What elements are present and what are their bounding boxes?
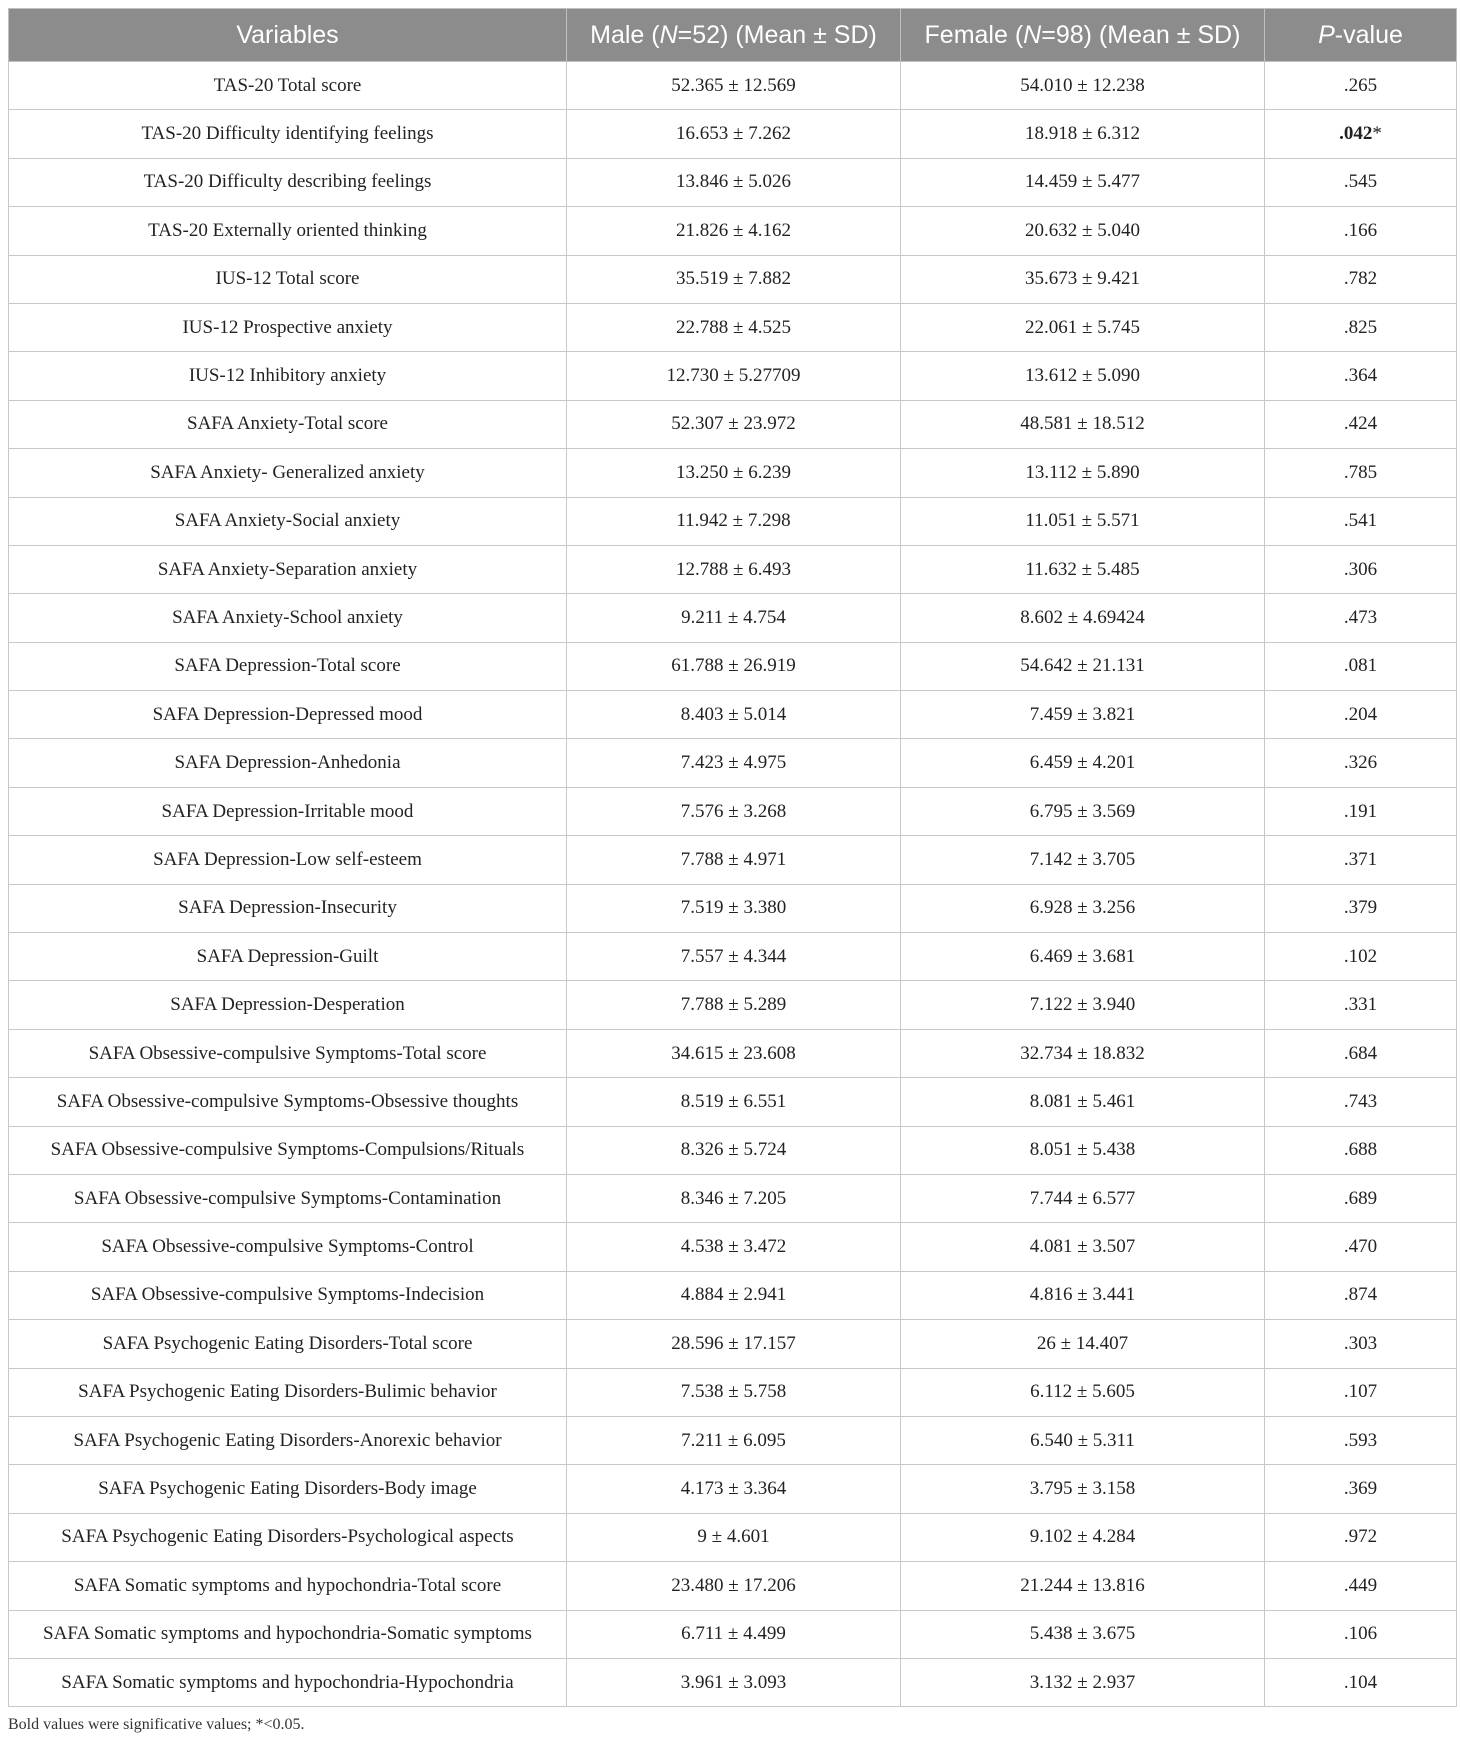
p-value-text: .689 <box>1343 1187 1378 1209</box>
cell-variable: TAS-20 Total score <box>9 62 567 110</box>
p-value-text: .782 <box>1343 268 1378 290</box>
p-value-text: .204 <box>1343 703 1378 725</box>
cell-female: 6.112 ± 5.605 <box>901 1368 1265 1416</box>
cell-female: 7.142 ± 3.705 <box>901 836 1265 884</box>
cell-male: 52.365 ± 12.569 <box>567 62 901 110</box>
cell-p-value <box>1265 449 1457 497</box>
cell-variable: SAFA Depression-Guilt <box>9 933 567 981</box>
cell-variable: SAFA Anxiety-Social anxiety <box>9 497 567 545</box>
cell-male: 11.942 ± 7.298 <box>567 497 901 545</box>
p-value-text: .369 <box>1343 1478 1378 1500</box>
cell-male: 21.826 ± 4.162 <box>567 207 901 255</box>
cell-male: 22.788 ± 4.525 <box>567 303 901 351</box>
cell-female: 48.581 ± 18.512 <box>901 400 1265 448</box>
table-row <box>9 884 1457 932</box>
table-row <box>9 1320 1457 1368</box>
cell-variable: TAS-20 Difficulty describing feelings <box>9 158 567 206</box>
cell-male: 7.538 ± 5.758 <box>567 1368 901 1416</box>
cell-female: 7.122 ± 3.940 <box>901 981 1265 1029</box>
cell-variable: IUS-12 Prospective anxiety <box>9 303 567 351</box>
p-value-text: .191 <box>1343 800 1378 822</box>
table-row <box>9 739 1457 787</box>
cell-variable: SAFA Obsessive-compulsive Symptoms-Compulsions/Rituals <box>9 1126 567 1174</box>
header-variables: Variables <box>9 9 567 62</box>
cell-variable: SAFA Anxiety-School anxiety <box>9 594 567 642</box>
table-header <box>9 9 1457 62</box>
cell-male: 35.519 ± 7.882 <box>567 255 901 303</box>
cell-p-value <box>1265 836 1457 884</box>
cell-male: 7.788 ± 4.971 <box>567 836 901 884</box>
cell-variable: SAFA Anxiety-Total score <box>9 400 567 448</box>
table-row <box>9 110 1457 158</box>
cell-female: 8.081 ± 5.461 <box>901 1078 1265 1126</box>
table-row <box>9 158 1457 206</box>
cell-variable: SAFA Depression-Low self-esteem <box>9 836 567 884</box>
cell-male: 16.653 ± 7.262 <box>567 110 901 158</box>
cell-female: 4.081 ± 3.507 <box>901 1223 1265 1271</box>
cell-male: 9 ± 4.601 <box>567 1513 901 1561</box>
cell-male: 8.403 ± 5.014 <box>567 691 901 739</box>
cell-variable: SAFA Obsessive-compulsive Symptoms-Contamination <box>9 1174 567 1222</box>
cell-male: 13.250 ± 6.239 <box>567 449 901 497</box>
table-row <box>9 1562 1457 1610</box>
cell-variable: SAFA Psychogenic Eating Disorders-Body image <box>9 1465 567 1513</box>
cell-p-value <box>1265 1610 1457 1658</box>
table-row <box>9 207 1457 255</box>
header-female-n: N <box>1023 20 1042 49</box>
table-row <box>9 594 1457 642</box>
results-table <box>8 8 1457 1707</box>
table-row <box>9 1465 1457 1513</box>
cell-p-value <box>1265 787 1457 835</box>
cell-variable: SAFA Depression-Anhedonia <box>9 739 567 787</box>
cell-variable: SAFA Obsessive-compulsive Symptoms-Control <box>9 1223 567 1271</box>
cell-male: 7.519 ± 3.380 <box>567 884 901 932</box>
cell-male: 52.307 ± 23.972 <box>567 400 901 448</box>
cell-female: 5.438 ± 3.675 <box>901 1610 1265 1658</box>
p-value-text: .042 <box>1339 123 1373 145</box>
cell-variable: SAFA Obsessive-compulsive Symptoms-Obsessive thoughts <box>9 1078 567 1126</box>
table-row <box>9 1223 1457 1271</box>
table-row <box>9 787 1457 835</box>
p-value-text: .371 <box>1343 848 1378 870</box>
p-value-text: .541 <box>1343 510 1378 532</box>
table-row <box>9 449 1457 497</box>
p-value-text: .102 <box>1343 945 1378 967</box>
cell-variable: SAFA Obsessive-compulsive Symptoms-Total score <box>9 1029 567 1077</box>
cell-female: 4.816 ± 3.441 <box>901 1271 1265 1319</box>
header-female <box>901 9 1265 62</box>
cell-variable: SAFA Psychogenic Eating Disorders-Bulimic behavior <box>9 1368 567 1416</box>
cell-p-value <box>1265 158 1457 206</box>
cell-variable: IUS-12 Total score <box>9 255 567 303</box>
cell-female: 54.010 ± 12.238 <box>901 62 1265 110</box>
cell-male: 13.846 ± 5.026 <box>567 158 901 206</box>
header-p-value <box>1265 9 1457 62</box>
table-row <box>9 1271 1457 1319</box>
cell-male: 4.173 ± 3.364 <box>567 1465 901 1513</box>
cell-variable: SAFA Psychogenic Eating Disorders-Total score <box>9 1320 567 1368</box>
cell-p-value <box>1265 545 1457 593</box>
cell-p-value <box>1265 691 1457 739</box>
table-row <box>9 1126 1457 1174</box>
cell-variable: SAFA Psychogenic Eating Disorders-Anorexic behavior <box>9 1416 567 1464</box>
cell-female: 9.102 ± 4.284 <box>901 1513 1265 1561</box>
cell-p-value <box>1265 1368 1457 1416</box>
cell-male: 23.480 ± 17.206 <box>567 1562 901 1610</box>
p-value-text: .081 <box>1343 655 1378 677</box>
cell-p-value <box>1265 642 1457 690</box>
cell-male: 7.211 ± 6.095 <box>567 1416 901 1464</box>
cell-male: 61.788 ± 26.919 <box>567 642 901 690</box>
cell-p-value <box>1265 1416 1457 1464</box>
cell-male: 9.211 ± 4.754 <box>567 594 901 642</box>
cell-male: 4.538 ± 3.472 <box>567 1223 901 1271</box>
cell-male: 4.884 ± 2.941 <box>567 1271 901 1319</box>
cell-male: 7.788 ± 5.289 <box>567 981 901 1029</box>
table-row <box>9 352 1457 400</box>
table-row <box>9 981 1457 1029</box>
header-row <box>9 9 1457 62</box>
cell-male: 28.596 ± 17.157 <box>567 1320 901 1368</box>
header-p-post: -value <box>1334 20 1403 49</box>
cell-variable: TAS-20 Externally oriented thinking <box>9 207 567 255</box>
p-value-text: .545 <box>1343 171 1378 193</box>
cell-female: 8.602 ± 4.69424 <box>901 594 1265 642</box>
cell-female: 6.469 ± 3.681 <box>901 933 1265 981</box>
table-row <box>9 1368 1457 1416</box>
cell-p-value <box>1265 110 1457 158</box>
cell-p-value <box>1265 739 1457 787</box>
cell-p-value <box>1265 255 1457 303</box>
table-footnote: Bold values were significative values; *<0.05. <box>8 1716 305 1733</box>
cell-variable: SAFA Obsessive-compulsive Symptoms-Indecision <box>9 1271 567 1319</box>
p-value-text: .874 <box>1343 1284 1378 1306</box>
table-row <box>9 1029 1457 1077</box>
cell-female: 6.928 ± 3.256 <box>901 884 1265 932</box>
cell-male: 3.961 ± 3.093 <box>567 1658 901 1706</box>
cell-variable: SAFA Depression-Irritable mood <box>9 787 567 835</box>
cell-variable: SAFA Somatic symptoms and hypochondria-Total score <box>9 1562 567 1610</box>
p-value-text: .265 <box>1343 74 1378 96</box>
cell-variable: SAFA Depression-Insecurity <box>9 884 567 932</box>
cell-p-value <box>1265 352 1457 400</box>
p-value-text: .449 <box>1343 1574 1378 1596</box>
cell-female: 8.051 ± 5.438 <box>901 1126 1265 1174</box>
cell-p-value <box>1265 1223 1457 1271</box>
cell-female: 13.112 ± 5.890 <box>901 449 1265 497</box>
cell-p-value <box>1265 497 1457 545</box>
cell-p-value <box>1265 1126 1457 1174</box>
table-row <box>9 400 1457 448</box>
cell-female: 3.795 ± 3.158 <box>901 1465 1265 1513</box>
header-p-pre: P <box>1318 20 1335 49</box>
cell-female: 7.459 ± 3.821 <box>901 691 1265 739</box>
cell-female: 26 ± 14.407 <box>901 1320 1265 1368</box>
cell-female: 3.132 ± 2.937 <box>901 1658 1265 1706</box>
cell-p-value <box>1265 1513 1457 1561</box>
cell-male: 7.557 ± 4.344 <box>567 933 901 981</box>
cell-variable: SAFA Depression-Total score <box>9 642 567 690</box>
cell-p-value <box>1265 303 1457 351</box>
cell-female: 22.061 ± 5.745 <box>901 303 1265 351</box>
p-value-text: .364 <box>1343 365 1378 387</box>
cell-p-value <box>1265 1174 1457 1222</box>
cell-female: 35.673 ± 9.421 <box>901 255 1265 303</box>
p-value-text: .306 <box>1343 558 1378 580</box>
table-row <box>9 933 1457 981</box>
cell-female: 14.459 ± 5.477 <box>901 158 1265 206</box>
cell-female: 6.459 ± 4.201 <box>901 739 1265 787</box>
cell-variable: SAFA Anxiety- Generalized anxiety <box>9 449 567 497</box>
header-male <box>567 9 901 62</box>
table-row <box>9 836 1457 884</box>
cell-male: 34.615 ± 23.608 <box>567 1029 901 1077</box>
cell-variable: IUS-12 Inhibitory anxiety <box>9 352 567 400</box>
table-row <box>9 691 1457 739</box>
cell-p-value <box>1265 1271 1457 1319</box>
table-body <box>9 62 1457 1707</box>
p-value-text: .303 <box>1343 1332 1378 1354</box>
cell-p-value <box>1265 207 1457 255</box>
table-row <box>9 642 1457 690</box>
cell-variable: SAFA Anxiety-Separation anxiety <box>9 545 567 593</box>
header-male-post: =52) (Mean ± SD) <box>677 20 877 49</box>
cell-female: 13.612 ± 5.090 <box>901 352 1265 400</box>
header-male-pre: Male ( <box>590 20 660 49</box>
cell-female: 6.795 ± 3.569 <box>901 787 1265 835</box>
table-row <box>9 545 1457 593</box>
cell-variable: SAFA Depression-Desperation <box>9 981 567 1029</box>
cell-p-value <box>1265 62 1457 110</box>
table-row <box>9 1610 1457 1658</box>
cell-variable: SAFA Somatic symptoms and hypochondria-Hypochondria <box>9 1658 567 1706</box>
cell-variable: SAFA Psychogenic Eating Disorders-Psychological aspects <box>9 1513 567 1561</box>
table-row <box>9 1658 1457 1706</box>
p-value-text: .593 <box>1343 1429 1378 1451</box>
cell-female: 11.632 ± 5.485 <box>901 545 1265 593</box>
p-value-text: .326 <box>1343 752 1378 774</box>
header-female-pre: Female ( <box>924 20 1024 49</box>
cell-p-value <box>1265 1465 1457 1513</box>
cell-p-value <box>1265 1320 1457 1368</box>
p-value-text: .825 <box>1343 316 1378 338</box>
cell-male: 8.519 ± 6.551 <box>567 1078 901 1126</box>
p-value-text: .972 <box>1343 1526 1378 1548</box>
cell-p-value <box>1265 594 1457 642</box>
p-value-text: .107 <box>1343 1381 1378 1403</box>
cell-p-value <box>1265 884 1457 932</box>
cell-female: 20.632 ± 5.040 <box>901 207 1265 255</box>
cell-p-value <box>1265 1029 1457 1077</box>
table-row <box>9 1416 1457 1464</box>
p-value-text: .106 <box>1343 1623 1378 1645</box>
table-row <box>9 497 1457 545</box>
header-female-post: =98) (Mean ± SD) <box>1041 20 1241 49</box>
p-value-text: .331 <box>1343 994 1378 1016</box>
header-male-n: N <box>659 20 678 49</box>
table-row <box>9 1078 1457 1126</box>
cell-female: 21.244 ± 13.816 <box>901 1562 1265 1610</box>
table-row <box>9 1174 1457 1222</box>
table-row <box>9 1513 1457 1561</box>
cell-female: 54.642 ± 21.131 <box>901 642 1265 690</box>
cell-p-value <box>1265 1078 1457 1126</box>
cell-male: 8.346 ± 7.205 <box>567 1174 901 1222</box>
cell-variable: TAS-20 Difficulty identifying feelings <box>9 110 567 158</box>
cell-male: 12.730 ± 5.27709 <box>567 352 901 400</box>
cell-female: 32.734 ± 18.832 <box>901 1029 1265 1077</box>
cell-p-value <box>1265 1562 1457 1610</box>
table-row <box>9 62 1457 110</box>
p-value-text: .166 <box>1343 219 1378 241</box>
cell-male: 7.423 ± 4.975 <box>567 739 901 787</box>
cell-female: 18.918 ± 6.312 <box>901 110 1265 158</box>
significance-mark: * <box>1372 123 1382 145</box>
cell-p-value <box>1265 981 1457 1029</box>
cell-male: 7.576 ± 3.268 <box>567 787 901 835</box>
cell-female: 11.051 ± 5.571 <box>901 497 1265 545</box>
p-value-text: .684 <box>1343 1042 1378 1064</box>
p-value-text: .473 <box>1343 606 1378 628</box>
cell-variable: SAFA Depression-Depressed mood <box>9 691 567 739</box>
p-value-text: .470 <box>1343 1236 1378 1258</box>
cell-male: 12.788 ± 6.493 <box>567 545 901 593</box>
cell-p-value <box>1265 1658 1457 1706</box>
cell-p-value <box>1265 400 1457 448</box>
p-value-text: .688 <box>1343 1139 1378 1161</box>
cell-female: 7.744 ± 6.577 <box>901 1174 1265 1222</box>
p-value-text: .379 <box>1343 897 1378 919</box>
cell-p-value <box>1265 933 1457 981</box>
p-value-text: .785 <box>1343 461 1378 483</box>
cell-male: 8.326 ± 5.724 <box>567 1126 901 1174</box>
table-row <box>9 255 1457 303</box>
cell-variable: SAFA Somatic symptoms and hypochondria-Somatic symptoms <box>9 1610 567 1658</box>
table-container <box>8 8 1456 1707</box>
cell-female: 6.540 ± 5.311 <box>901 1416 1265 1464</box>
cell-male: 6.711 ± 4.499 <box>567 1610 901 1658</box>
p-value-text: .104 <box>1343 1671 1378 1693</box>
p-value-text: .424 <box>1343 413 1378 435</box>
table-row <box>9 303 1457 351</box>
p-value-text: .743 <box>1343 1090 1378 1112</box>
